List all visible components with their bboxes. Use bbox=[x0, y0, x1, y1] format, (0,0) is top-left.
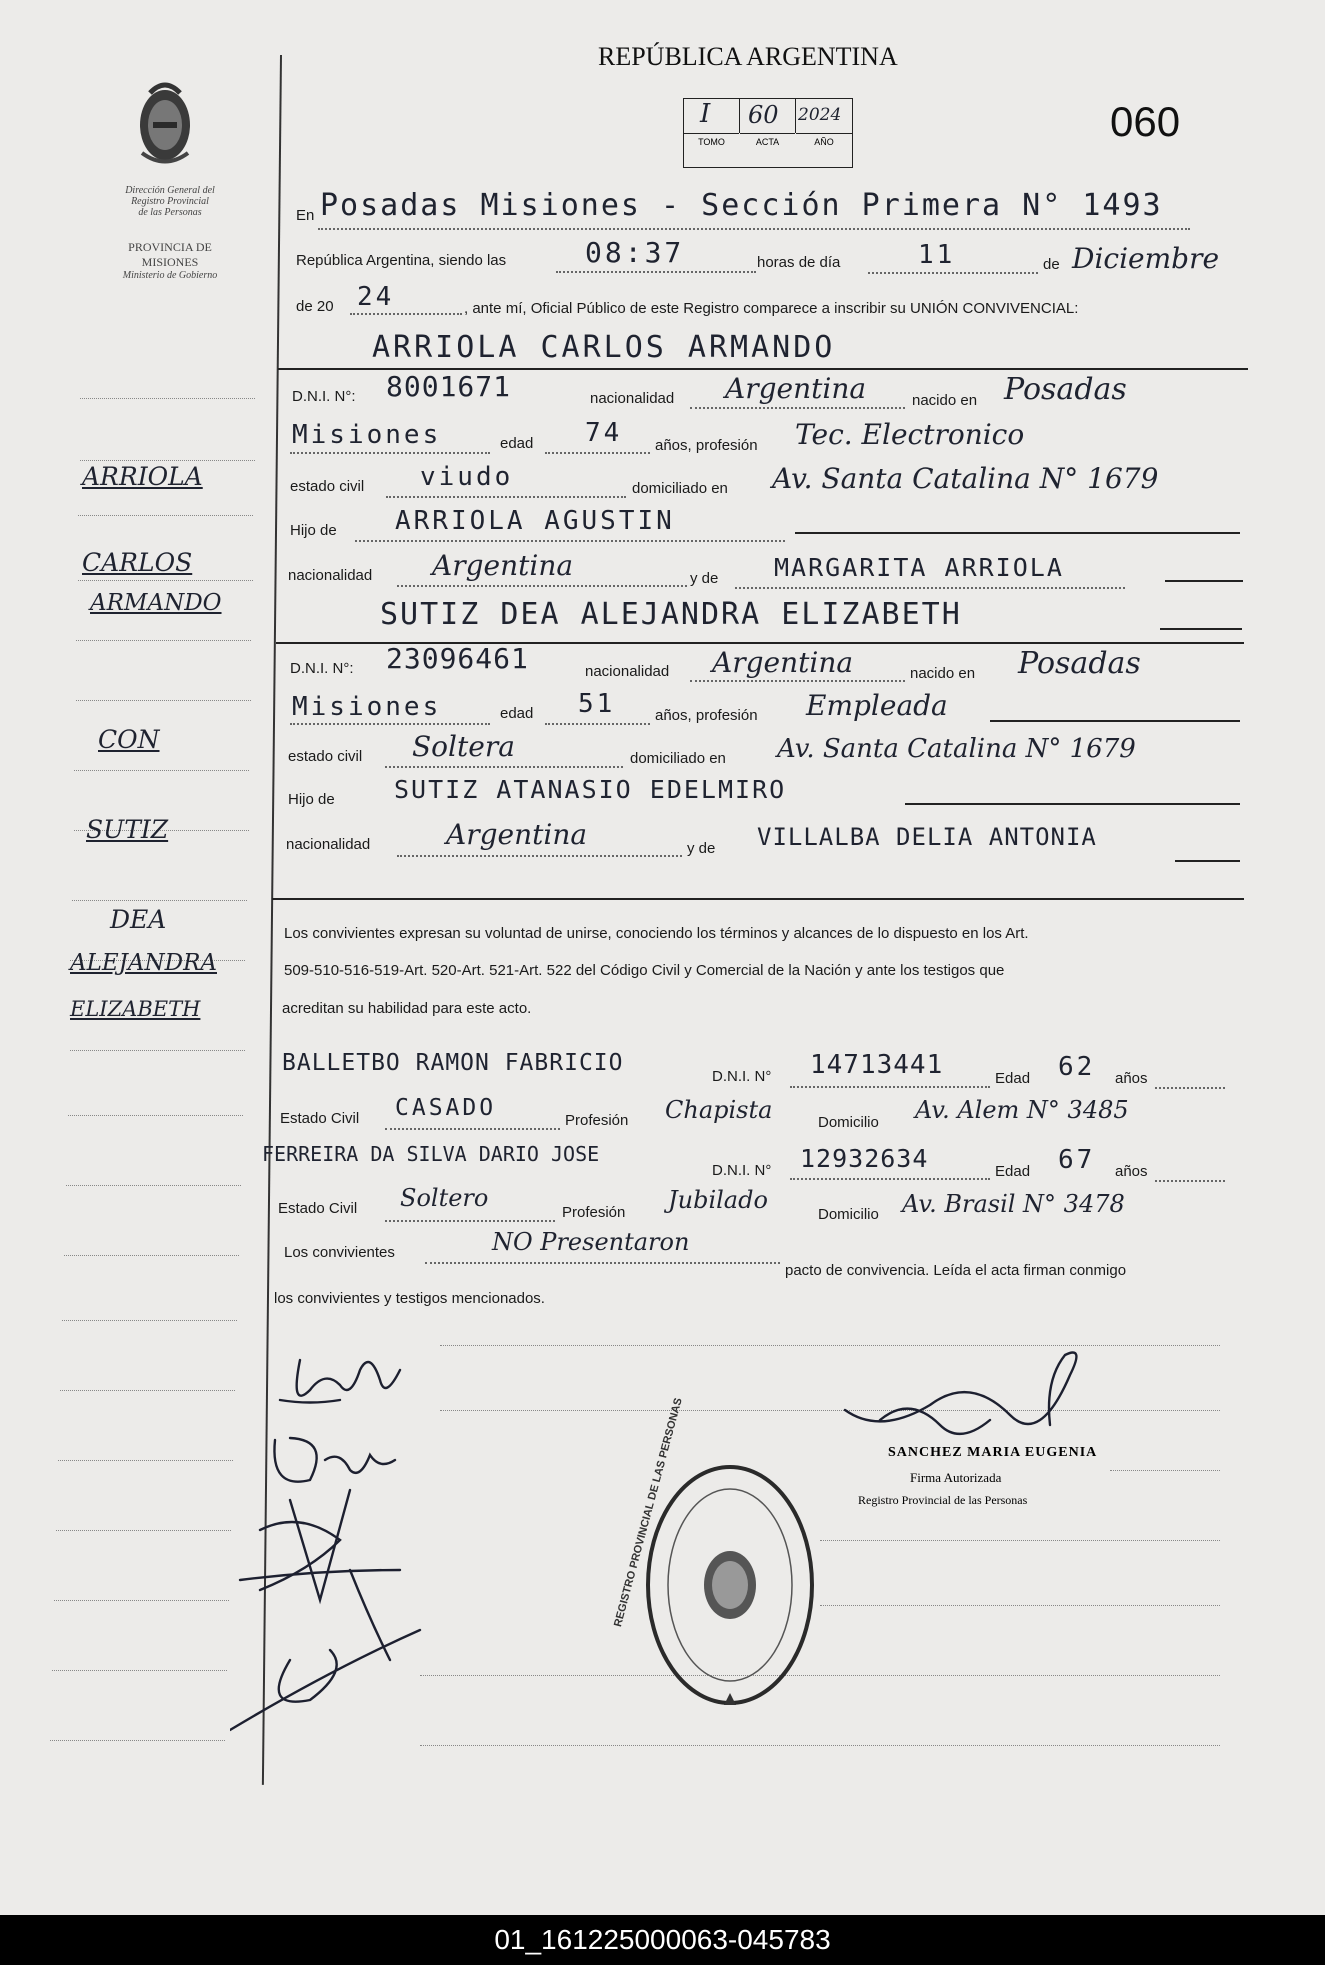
ruled-line bbox=[440, 1345, 1220, 1346]
dots bbox=[290, 723, 490, 725]
person2-nationality: Argentina bbox=[712, 646, 854, 679]
dots bbox=[690, 407, 905, 409]
margin-line bbox=[70, 1050, 245, 1051]
margin-line bbox=[72, 900, 247, 901]
margin-line bbox=[78, 515, 253, 516]
official-name: SANCHEZ MARIA EUGENIA bbox=[888, 1445, 1098, 1460]
label-domiciliado: domiciliado en bbox=[630, 750, 726, 767]
ruled-line bbox=[440, 1410, 1220, 1411]
acta-label: ACTA bbox=[740, 133, 795, 151]
dots bbox=[290, 452, 490, 454]
label-w-dni: D.N.I. N° bbox=[712, 1068, 772, 1085]
ruled-line bbox=[820, 1605, 1220, 1606]
witness1-name: BALLETBO RAMON FABRICIO bbox=[282, 1050, 624, 1076]
witness1-profession: Chapista bbox=[665, 1096, 773, 1124]
dots bbox=[690, 680, 905, 682]
dots bbox=[545, 452, 650, 454]
person1-dni: 8001671 bbox=[386, 370, 512, 403]
person1-address: Av. Santa Catalina N° 1679 bbox=[772, 462, 1159, 495]
anio-value: 2024 bbox=[798, 105, 842, 125]
label-y-de: y de bbox=[687, 840, 716, 857]
fill-line bbox=[1160, 628, 1242, 630]
witness2-address: Av. Brasil N° 3478 bbox=[902, 1190, 1125, 1218]
agency-line: Dirección General del bbox=[125, 185, 215, 196]
acta-value: 60 bbox=[748, 101, 779, 129]
label-w-prof: Profesión bbox=[562, 1204, 626, 1221]
margin-note: ARRIOLA bbox=[82, 462, 203, 491]
fill-line bbox=[905, 803, 1240, 805]
dots bbox=[355, 540, 785, 542]
label-w-anios: años bbox=[1115, 1070, 1148, 1087]
label-nacionalidad: nacionalidad bbox=[590, 390, 675, 407]
label-w-prof: Profesión bbox=[565, 1112, 629, 1129]
anio-label: AÑO bbox=[796, 133, 852, 151]
year-dots bbox=[350, 313, 462, 315]
section-rule bbox=[272, 898, 1244, 900]
label-conv: Los convivientes bbox=[284, 1244, 395, 1261]
person2-civil-status: Soltera bbox=[412, 730, 515, 763]
person2-father-nationality: Argentina bbox=[446, 818, 588, 851]
statement-line: 509-510-516-519-Art. 520-Art. 521-Art. 522 del Código Civil y Comercial de la Nación y ante los testigos que bbox=[284, 962, 1005, 979]
dots bbox=[385, 766, 623, 768]
label-estado-civil: estado civil bbox=[288, 748, 363, 765]
dots bbox=[397, 855, 682, 857]
label-w-dom: Domicilio bbox=[818, 1114, 879, 1131]
statement-line: acreditan su habilidad para este acto. bbox=[282, 1000, 532, 1017]
label-y-de: y de bbox=[690, 570, 719, 587]
label-pacto: pacto de convivencia. Leída el acta firman conmigo bbox=[785, 1262, 1127, 1279]
dots bbox=[1155, 1087, 1225, 1089]
day-dots bbox=[868, 272, 1038, 274]
person1-age: 74 bbox=[585, 418, 623, 448]
dots bbox=[735, 587, 1125, 589]
witness1-address: Av. Alem N° 3485 bbox=[915, 1096, 1129, 1124]
person1-mother: MARGARITA ARRIOLA bbox=[774, 553, 1064, 582]
margin-line bbox=[76, 700, 251, 701]
margin-line bbox=[62, 1320, 237, 1321]
ruled-line bbox=[420, 1675, 1220, 1676]
day-value: 11 bbox=[918, 240, 956, 270]
person2-name: SUTIZ DEA ALEJANDRA ELIZABETH bbox=[380, 597, 962, 632]
year-value: 24 bbox=[357, 282, 395, 312]
label-nacionalidad: nacionalidad bbox=[288, 567, 373, 584]
label-hijo-de: Hijo de bbox=[290, 522, 337, 539]
label-de: de bbox=[1043, 256, 1060, 273]
witness1-dni: 14713441 bbox=[810, 1050, 944, 1080]
margin-line bbox=[60, 1390, 235, 1391]
label-de20: de 20 bbox=[296, 298, 334, 315]
person2-age: 51 bbox=[578, 689, 616, 719]
country-title: REPÚBLICA ARGENTINA bbox=[598, 42, 898, 71]
label-edad: edad bbox=[500, 435, 534, 452]
margin-line bbox=[76, 640, 251, 641]
person1-profession: Tec. Electronico bbox=[795, 418, 1025, 451]
person1-father-nationality: Argentina bbox=[432, 549, 574, 582]
margin-line bbox=[54, 1600, 229, 1601]
person2-dni: 23096461 bbox=[386, 642, 529, 675]
label-anios-prof: años, profesión bbox=[655, 707, 758, 724]
person1-birthplace2: Misiones bbox=[292, 420, 442, 450]
person1-civil-status: viudo bbox=[420, 462, 514, 492]
margin-line bbox=[80, 460, 255, 461]
margin-line bbox=[74, 770, 249, 771]
label-en: En bbox=[296, 207, 315, 224]
dots bbox=[385, 1220, 555, 1222]
province-line: PROVINCIA DE bbox=[128, 240, 212, 254]
margin-line bbox=[56, 1530, 231, 1531]
margin-note: ALEJANDRA bbox=[70, 950, 217, 976]
person1-name: ARRIOLA CARLOS ARMANDO bbox=[372, 330, 836, 365]
witness2-dni: 12932634 bbox=[800, 1144, 929, 1173]
person2-profession: Empleada bbox=[806, 689, 948, 722]
closing-line: los convivientes y testigos mencionados. bbox=[274, 1290, 545, 1307]
margin-line bbox=[58, 1460, 233, 1461]
official-role: Firma Autorizada bbox=[910, 1470, 1002, 1485]
dots bbox=[545, 723, 650, 725]
person2-birthplace2: Misiones bbox=[292, 692, 442, 722]
dots bbox=[425, 1262, 780, 1264]
label-domiciliado: domiciliado en bbox=[632, 480, 728, 497]
witness1-civil-status: CASADO bbox=[395, 1095, 497, 1121]
label-w-dni: D.N.I. N° bbox=[712, 1162, 772, 1179]
agency-line: Registro Provincial bbox=[131, 196, 209, 207]
label-dni: D.N.I. N°: bbox=[292, 388, 356, 405]
margin-line bbox=[52, 1670, 227, 1671]
dots bbox=[385, 1128, 560, 1130]
month-value: Diciembre bbox=[1072, 242, 1220, 275]
label-w-edad: Edad bbox=[995, 1163, 1031, 1180]
margin-line bbox=[50, 1740, 225, 1741]
label-estado-civil: estado civil bbox=[290, 478, 365, 495]
label-horas: horas de día bbox=[757, 254, 841, 271]
agency-line: de las Personas bbox=[138, 207, 202, 218]
dots bbox=[386, 496, 626, 498]
person2-address: Av. Santa Catalina N° 1679 bbox=[777, 734, 1136, 764]
label-w-estado: Estado Civil bbox=[280, 1110, 360, 1127]
fill-line bbox=[990, 720, 1240, 722]
margin-note: CON bbox=[98, 725, 160, 754]
witness2-name: FERREIRA DA SILVA DARIO JOSE bbox=[262, 1142, 600, 1166]
person1-father: ARRIOLA AGUSTIN bbox=[395, 506, 675, 536]
margin-line bbox=[66, 1185, 241, 1186]
witness2-profession: Jubilado bbox=[668, 1186, 768, 1214]
label-nacido: nacido en bbox=[910, 665, 976, 682]
ruled-line bbox=[1110, 1470, 1220, 1471]
dots bbox=[790, 1178, 990, 1180]
fill-line bbox=[795, 532, 1240, 534]
dots bbox=[790, 1086, 990, 1088]
pact-value: NO Presentaron bbox=[492, 1228, 690, 1256]
fill-line bbox=[1175, 860, 1240, 862]
witness1-age: 62 bbox=[1058, 1052, 1096, 1082]
statement-line: Los convivientes expresan su voluntad de unirse, conociendo los términos y alcances de lo dispuesto en los Art. bbox=[284, 925, 1029, 942]
page-number: 060 bbox=[1110, 98, 1181, 145]
official-office: Registro Provincial de las Personas bbox=[858, 1493, 1028, 1507]
label-dni: D.N.I. N°: bbox=[290, 660, 354, 677]
label-anios-prof: años, profesión bbox=[655, 437, 758, 454]
margin-line bbox=[78, 580, 253, 581]
ruled-line bbox=[420, 1745, 1220, 1746]
seal-text: REGISTRO PROVINCIAL DE LAS PERSONAS bbox=[612, 1396, 685, 1629]
time-dots bbox=[556, 271, 756, 273]
province-line: MISIONES bbox=[141, 255, 199, 269]
place-dots bbox=[318, 228, 1190, 230]
tomo-acta-anio-box bbox=[683, 98, 853, 168]
margin-line bbox=[80, 398, 255, 399]
dots bbox=[397, 585, 687, 587]
ruled-line bbox=[820, 1540, 1220, 1541]
label-edad: edad bbox=[500, 705, 534, 722]
person2-mother: VILLALBA DELIA ANTONIA bbox=[757, 823, 1097, 851]
margin-note: ARMANDO bbox=[90, 590, 222, 616]
label-w-estado: Estado Civil bbox=[278, 1200, 358, 1217]
label-w-anios: años bbox=[1115, 1163, 1148, 1180]
label-w-dom: Domicilio bbox=[818, 1206, 879, 1223]
scan-footer: 01_161225000063-045783 bbox=[0, 1915, 1325, 1965]
label-nacionalidad: nacionalidad bbox=[585, 663, 670, 680]
margin-note: ELIZABETH bbox=[70, 997, 201, 1021]
label-nacido: nacido en bbox=[912, 392, 978, 409]
person2-father: SUTIZ ATANASIO EDELMIRO bbox=[394, 775, 787, 804]
place-value: Posadas Misiones - Sección Primera N° 1493 bbox=[320, 188, 1163, 223]
label-w-edad: Edad bbox=[995, 1070, 1031, 1087]
coat-of-arms-icon bbox=[132, 75, 198, 170]
person2-birthplace: Posadas bbox=[1018, 646, 1141, 681]
person1-nationality: Argentina bbox=[725, 372, 867, 405]
label-ante: , ante mí, Oficial Público de este Registro comparece a inscribir su UNIÓN CONVIVENCIAL: bbox=[464, 300, 1079, 317]
ministry-line: Ministerio de Gobierno bbox=[122, 270, 218, 281]
fill-line bbox=[1165, 580, 1243, 582]
margin-line bbox=[64, 1255, 239, 1256]
margin-note: DEA bbox=[110, 905, 167, 934]
label-hijo-de: Hijo de bbox=[288, 791, 335, 808]
agency-block bbox=[95, 185, 245, 281]
official-seal-icon bbox=[640, 1455, 820, 1715]
margin-note: CARLOS bbox=[82, 548, 193, 577]
witness2-civil-status: Soltero bbox=[400, 1184, 489, 1212]
label-nacionalidad: nacionalidad bbox=[286, 836, 371, 853]
tomo-value: I bbox=[700, 99, 711, 129]
witness2-age: 67 bbox=[1058, 1145, 1096, 1175]
person1-birthplace: Posadas bbox=[1004, 372, 1127, 407]
label-siendo: República Argentina, siendo las bbox=[296, 252, 507, 269]
signature-drawing bbox=[230, 1330, 470, 1770]
tomo-label: TOMO bbox=[684, 133, 739, 151]
margin-note: SUTIZ bbox=[86, 815, 169, 844]
margin-line bbox=[68, 1115, 243, 1116]
dots bbox=[1155, 1180, 1225, 1182]
time-value: 08:37 bbox=[585, 236, 685, 269]
